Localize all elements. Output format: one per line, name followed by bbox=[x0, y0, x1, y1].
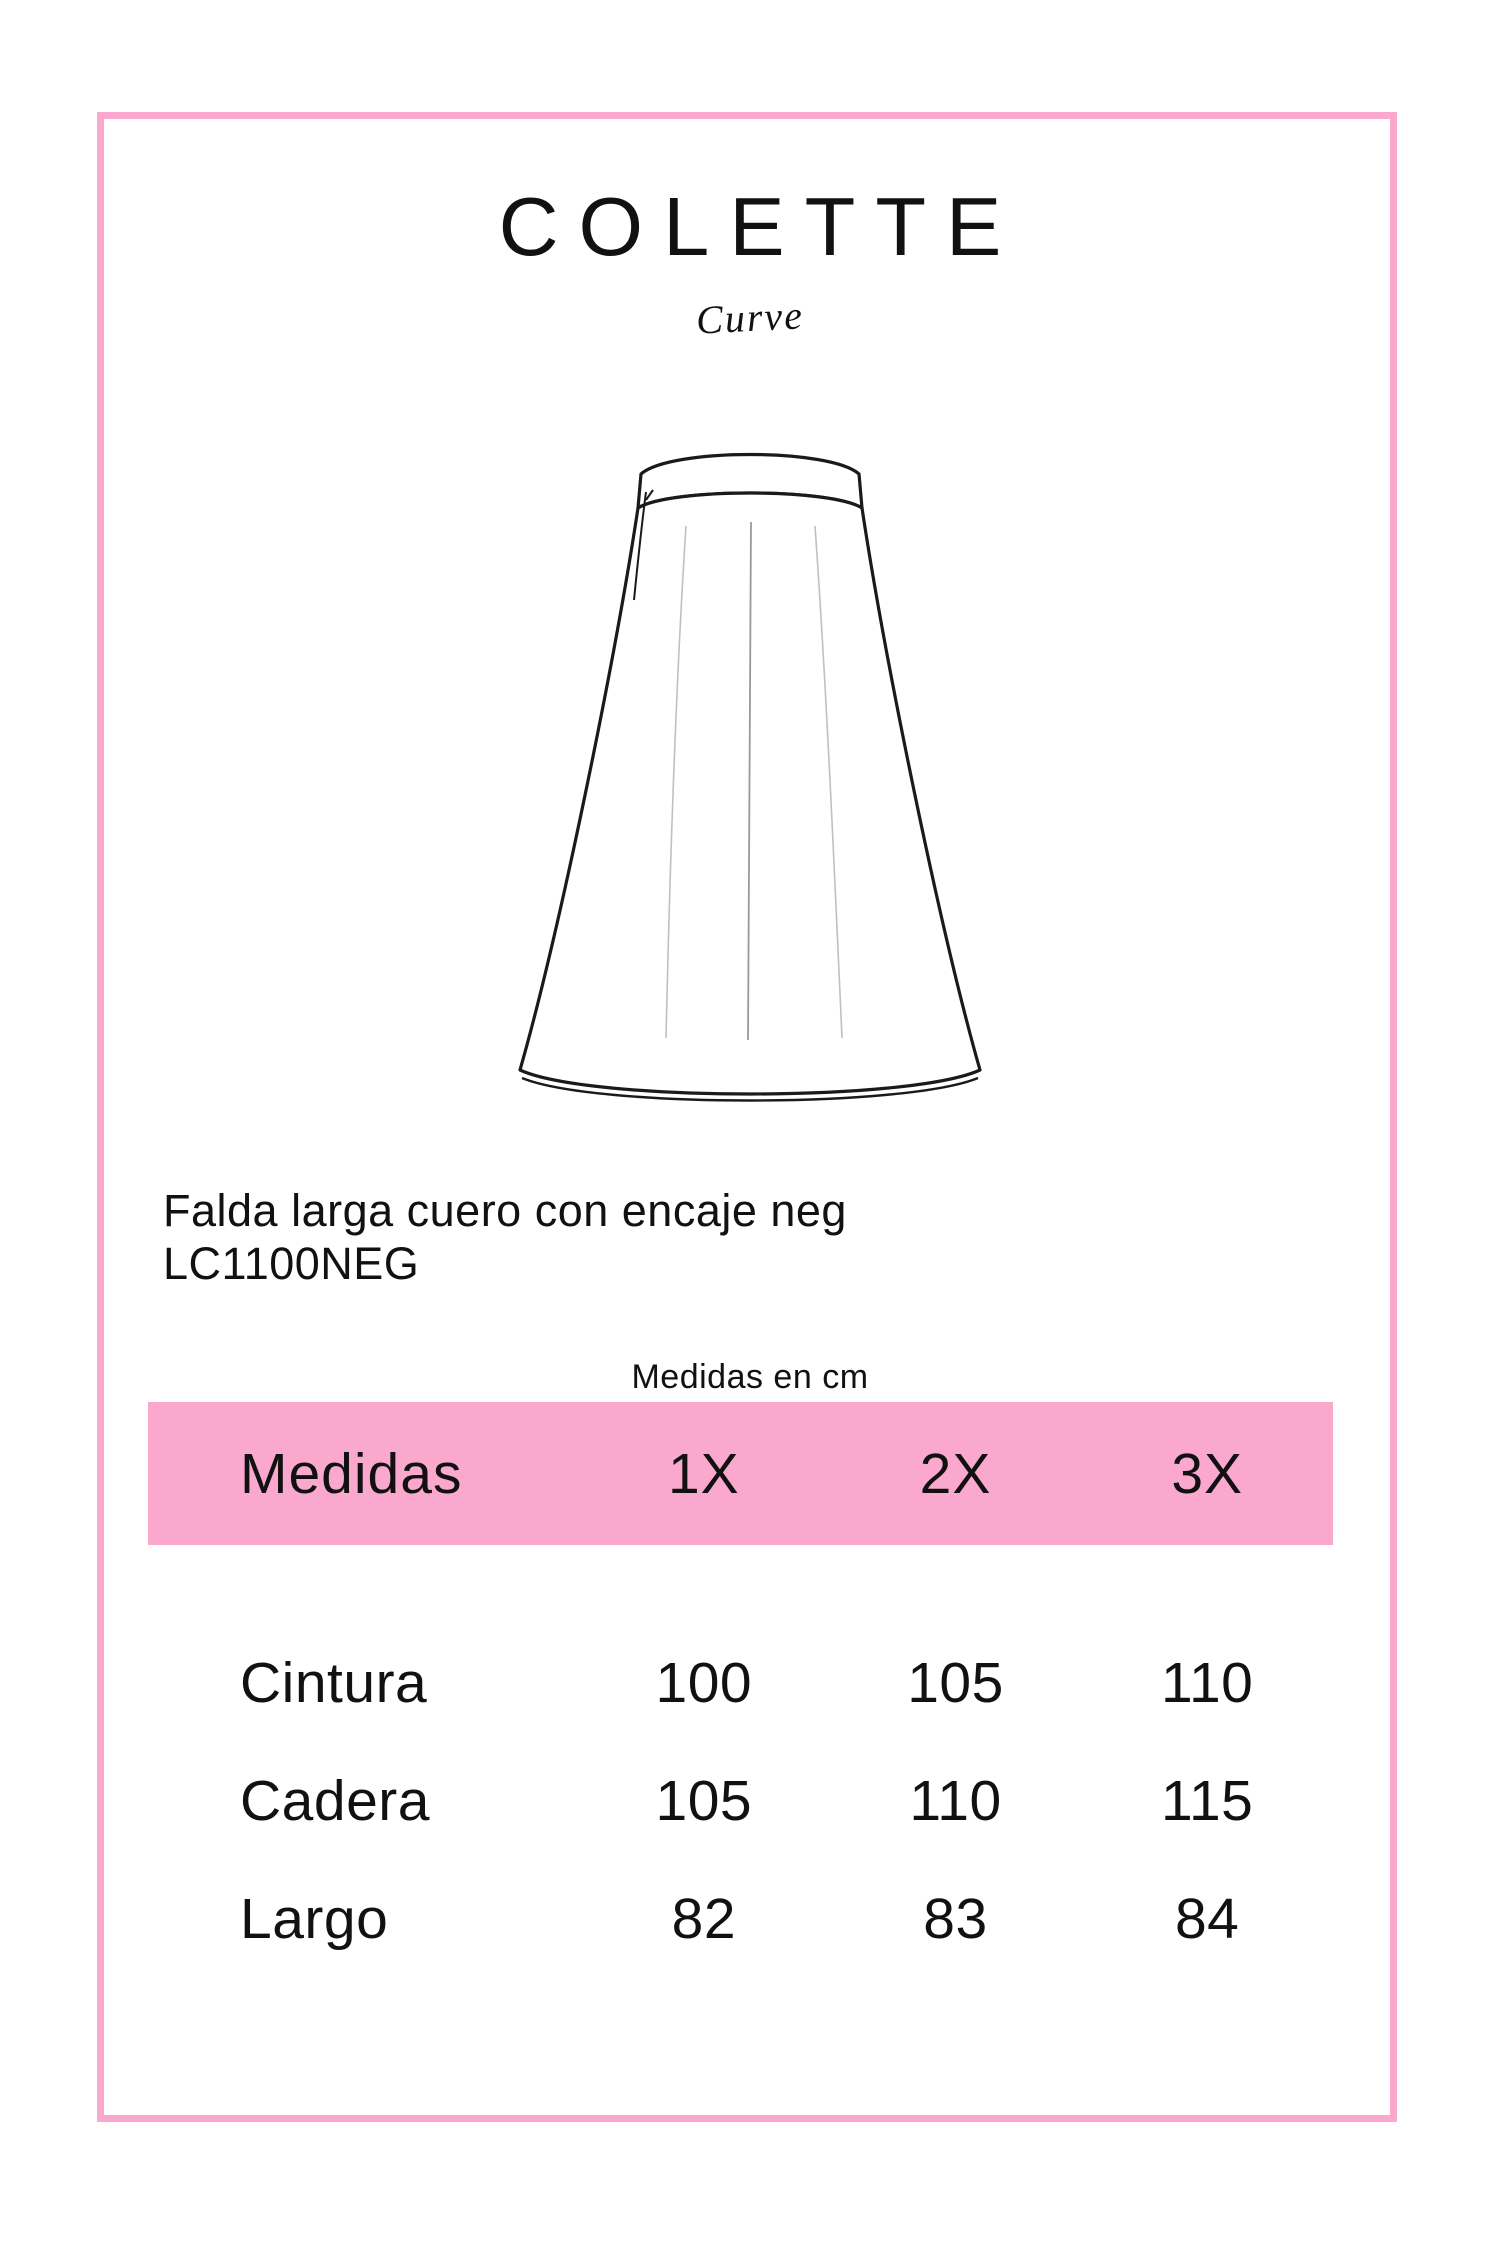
table-header-size-1x: 1X bbox=[667, 1441, 740, 1506]
brand-name: COLETTE bbox=[498, 180, 1022, 273]
table-header-size-2x: 2X bbox=[919, 1441, 992, 1506]
table-row bbox=[148, 1650, 1333, 1768]
cadera-1x: 105 bbox=[655, 1769, 753, 1833]
cintura-3x: 110 bbox=[1160, 1651, 1254, 1715]
cadera-2x: 110 bbox=[909, 1769, 1002, 1833]
table-body bbox=[148, 1545, 1333, 2004]
table-row bbox=[148, 1768, 1333, 1886]
largo-2x: 83 bbox=[923, 1887, 988, 1951]
product-info bbox=[163, 1185, 1343, 1290]
cadera-3x: 115 bbox=[1160, 1769, 1254, 1833]
cintura-1x: 100 bbox=[655, 1651, 753, 1715]
units-note: Medidas en cm bbox=[631, 1358, 869, 1396]
cintura-2x: 105 bbox=[907, 1651, 1004, 1715]
row-label-cintura: Cintura bbox=[240, 1651, 428, 1715]
brand-header bbox=[0, 180, 1500, 343]
product-code: LC1100NEG bbox=[163, 1237, 420, 1289]
table-row bbox=[148, 1886, 1333, 2004]
long-skirt-illustration bbox=[470, 430, 1030, 1170]
table-header-row bbox=[148, 1402, 1333, 1545]
product-name: Falda larga cuero con encaje neg bbox=[163, 1185, 847, 1236]
table-header-size-3x: 3X bbox=[1171, 1441, 1244, 1506]
largo-3x: 84 bbox=[1174, 1887, 1240, 1951]
largo-1x: 82 bbox=[671, 1887, 737, 1951]
row-label-cadera: Cadera bbox=[240, 1769, 430, 1833]
row-label-largo: Largo bbox=[240, 1887, 389, 1951]
brand-subtitle: Curve bbox=[695, 292, 805, 343]
table-header-measure: Medidas bbox=[240, 1441, 463, 1506]
size-table bbox=[148, 1402, 1333, 2004]
